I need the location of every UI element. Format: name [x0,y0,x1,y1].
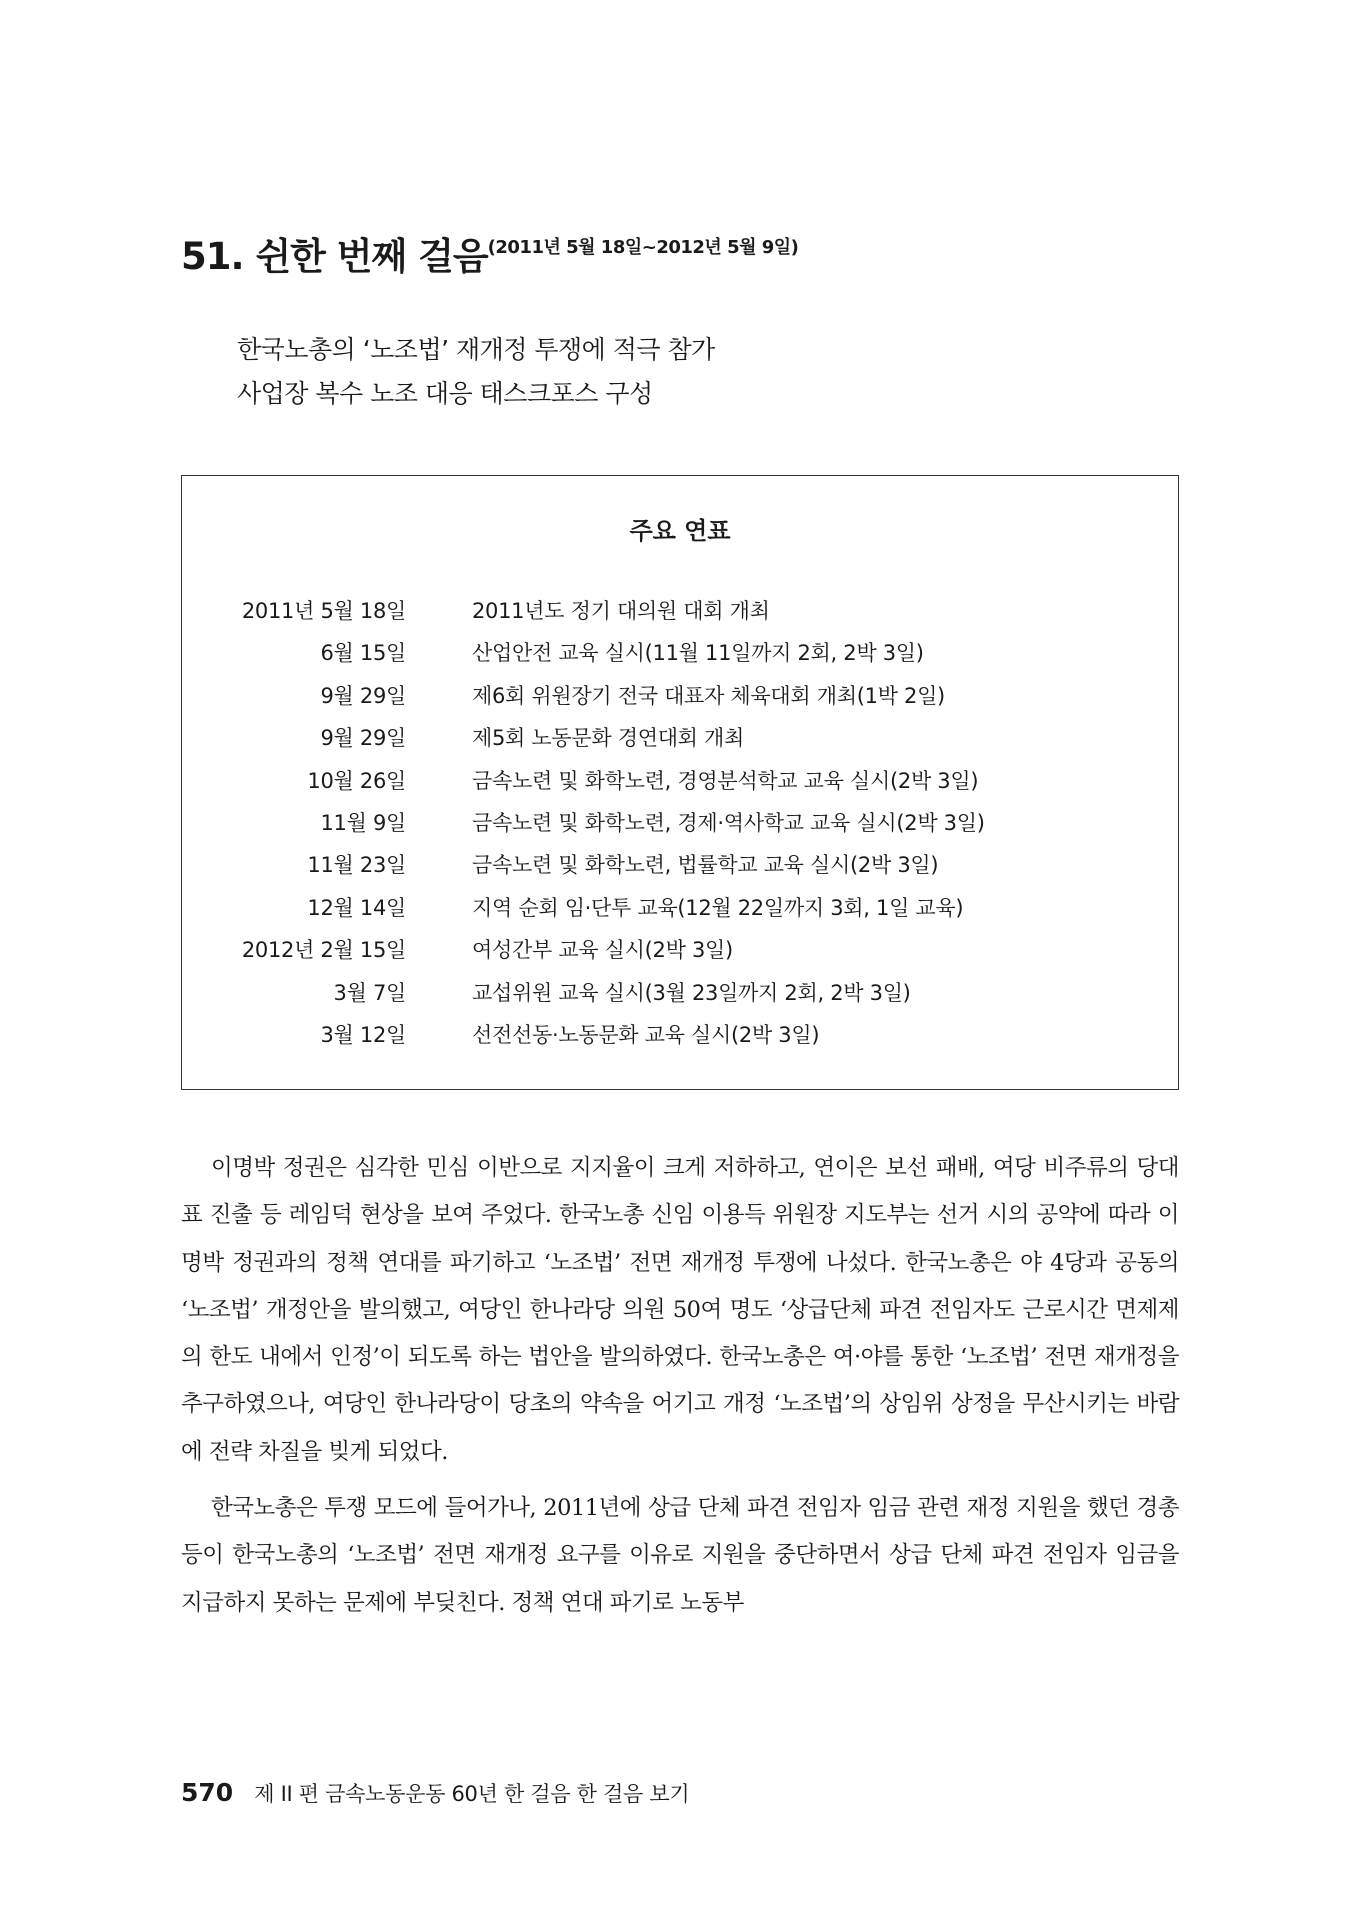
timeline-event: 2011년도 정기 대의원 대회 개최 [472,599,770,623]
timeline-row [182,766,1178,808]
timeline-date: 12월 14일 [307,895,406,920]
timeline-row [182,978,1178,1020]
timeline-row [182,850,1178,892]
timeline-row [182,1020,1178,1062]
timeline-date: 3월 12일 [320,1022,406,1047]
timeline-list [182,596,1178,1062]
timeline-date: 2012년 2월 15일 [241,938,406,963]
page-footer [181,1778,689,1808]
body-paragraph: 한국노총은 투쟁 모드에 들어가나, 2011년에 상급 단체 파견 전임자 임금 관련 재정 지원을 했던 경총 등이 한국노총의 ‘노조법’ 전면 재개정 요구를 이유로 지원을 중단하면서 상급 단체 파견 전임자 임금을 지급하지 못하는 문제에 부딪친다. 정책 연대 파기로 노동부 [181,1495,1179,1616]
timeline-box [181,475,1179,1090]
chapter-title [181,226,798,280]
timeline-row [182,638,1178,680]
body-paragraph: 이명박 정권은 심각한 민심 이반으로 지지율이 크게 저하하고, 연이은 보선 패배, 여당 비주류의 당대표 진출 등 레임덕 현상을 보여 주었다. 한국노총 신임 이용득 위원장 지도부는 선거 시의 공약에 따라 이명박 정권과의 정책 연대를 파기하고 ‘노조법’ 전면 재개정 투쟁에 나섰다. 한국노총은 야 4당과 공동의 ‘노조법’ 개정안을 발의했고, 여당인 한나라당 의원 50여 명도 ‘상급단체 파견 전임자도 근로시간 면제제의 한도 내에서 인정’이 되도록 하는 법안을 발의하였다. 한국노총은 여·야를 통한 ‘노조법’ 전면 재개정을 추구하였으나, 여당인 한나라당이 당초의 약속을 어기고 개정 ‘노조법’의 상임위 상정을 무산시키는 바람에 전략 차질을 빚게 되었다. [181,1155,1179,1465]
timeline-heading: 주요 연표 [629,517,731,545]
timeline-event: 여성간부 교육 실시(2박 3일) [472,938,733,963]
chapter-subtitles [237,328,715,416]
running-title: 제 II 편 금속노동운동 60년 한 걸음 한 걸음 보기 [254,1782,690,1806]
timeline-event: 산업안전 교육 실시(11월 11일까지 2회, 2박 3일) [472,641,924,666]
timeline-row [182,808,1178,850]
timeline-event: 금속노련 및 화학노련, 경제·역사학교 교육 실시(2박 3일) [472,810,985,835]
timeline-date: 3월 7일 [333,980,406,1005]
body-text [181,1145,1179,1627]
timeline-row [182,935,1178,977]
page-number: 570 [181,1778,234,1807]
timeline-row [182,723,1178,765]
timeline-event: 교섭위원 교육 실시(3월 23일까지 2회, 2박 3일) [472,980,911,1005]
timeline-date: 9월 29일 [320,683,406,708]
timeline-event: 제5회 노동문화 경연대회 개최 [472,726,745,751]
subtitle-line: 사업장 복수 노조 대응 태스크포스 구성 [237,379,653,408]
timeline-row [182,596,1178,638]
timeline-event: 제6회 위원장기 전국 대표자 체육대회 개최(1박 2일) [472,683,945,708]
timeline-date: 11월 23일 [307,853,406,878]
subtitle-line: 한국노총의 ‘노조법’ 재개정 투쟁에 적극 참가 [237,335,715,364]
timeline-event: 금속노련 및 화학노련, 경영분석학교 교육 실시(2박 3일) [472,768,979,793]
chapter-period: (2011년 5월 18일~2012년 5월 9일) [487,237,799,258]
timeline-date: 11월 9일 [320,810,406,835]
timeline-date: 10월 26일 [307,768,406,793]
timeline-event: 금속노련 및 화학노련, 법률학교 교육 실시(2박 3일) [472,853,939,878]
timeline-row [182,893,1178,935]
timeline-event: 선전선동·노동문화 교육 실시(2박 3일) [472,1022,820,1047]
timeline-date: 9월 29일 [320,726,406,751]
timeline-event: 지역 순회 임·단투 교육(12월 22일까지 3회, 1일 교육) [472,895,964,920]
timeline-row [182,681,1178,723]
timeline-date: 6월 15일 [320,641,406,666]
chapter-title-text: 51. 쉰한 번째 걸음 [181,235,488,278]
timeline-date: 2011년 5월 18일 [241,599,406,623]
